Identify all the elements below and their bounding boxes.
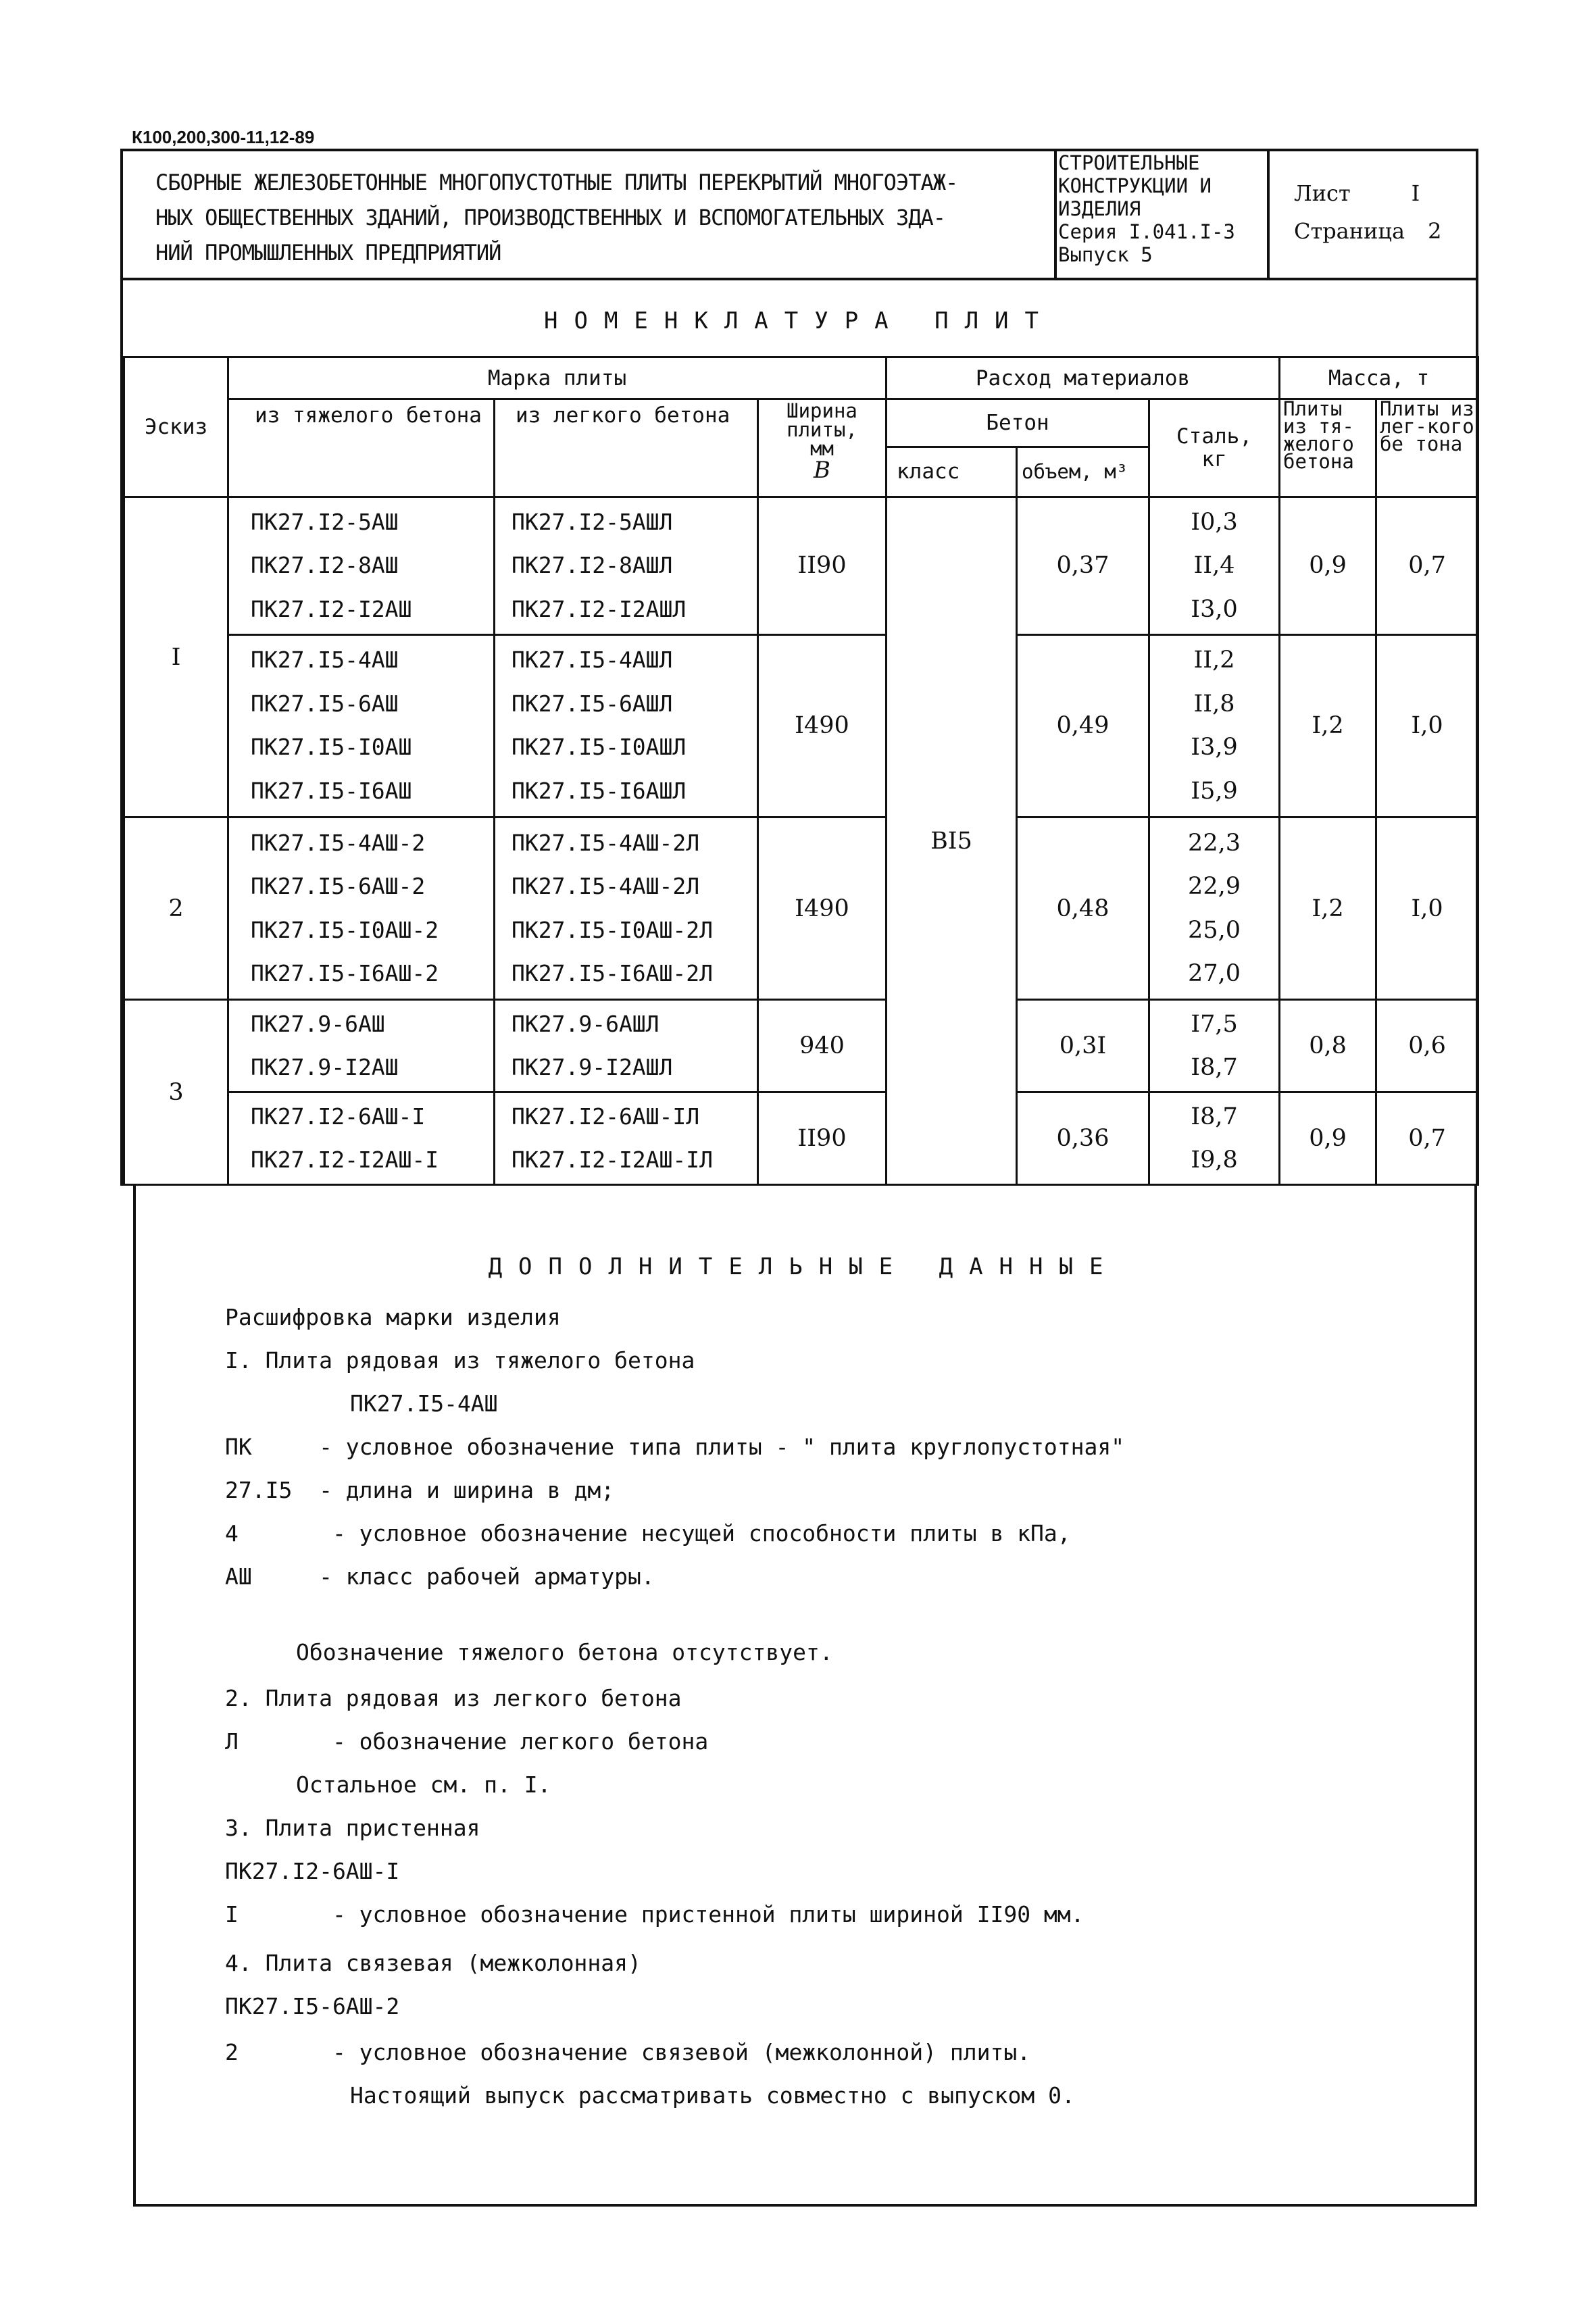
mass-light-value: I,0 xyxy=(1376,634,1478,817)
header-mass: Масса, т xyxy=(1280,357,1478,399)
header-width-symbol: В xyxy=(814,457,830,484)
sheet-label: Лист xyxy=(1294,180,1351,206)
frame-border xyxy=(133,1186,136,2206)
header-materials: Расход материалов xyxy=(887,357,1280,399)
mark-heavy-list xyxy=(228,818,495,1000)
title-line: НЫХ ОБЩЕСТВЕННЫХ ЗДАНИЙ, ПРОИЗВОДСТВЕННЫХ И ВСПОМОГАТЕЛЬНЫХ ЗДА- xyxy=(155,205,945,230)
mark-light: ПК27.I5-4АШ-2Л xyxy=(512,873,700,900)
mark-heavy: ПК27.9-6АШ xyxy=(251,1010,385,1037)
sheet-info xyxy=(1294,174,1441,250)
text-line: 27.I5 - длина и ширина в дм; xyxy=(225,1477,615,1503)
steel-value: II,2 xyxy=(1193,647,1235,674)
header-mark-heavy: из тяжелого бетона xyxy=(228,399,495,497)
mark-heavy-list xyxy=(228,1000,495,1092)
mark-heavy: ПК27.9-I2АШ xyxy=(251,1054,399,1081)
mark-heavy: ПК27.I5-6АШ xyxy=(251,690,399,717)
title-line: СБОРНЫЕ ЖЕЛЕЗОБЕТОННЫЕ МНОГОПУСТОТНЫЕ ПЛИТЫ ПЕРЕКРЫТИЙ МНОГОЭТАЖ- xyxy=(155,170,958,195)
mark-light: ПК27.I2-I2АШ-IЛ xyxy=(512,1147,714,1174)
text-line: Обозначение тяжелого бетона отсутствует. xyxy=(296,1639,833,1665)
sheet-number: I xyxy=(1411,180,1420,206)
header-concrete-class: класс xyxy=(887,447,1017,497)
header-sketch: Эскиз xyxy=(124,357,228,497)
header-mark: Марка плиты xyxy=(228,357,887,399)
sketch-number: 3 xyxy=(124,1000,228,1185)
mark-heavy: ПК27.I5-I6АШ xyxy=(251,777,412,804)
mark-light-list xyxy=(495,497,758,635)
steel-value: II,4 xyxy=(1193,552,1235,580)
mass-light-value: 0,7 xyxy=(1376,1092,1478,1185)
mass-heavy-value: 0,9 xyxy=(1280,497,1376,635)
concrete-volume-value: 0,3I xyxy=(1017,1000,1149,1092)
header-width-text: Ширина плиты, мм xyxy=(787,399,857,461)
concrete-class-value: BI5 xyxy=(887,497,1017,1185)
text-line: ПК27.I2-6АШ-I xyxy=(225,1858,400,1884)
mark-light: ПК27.9-I2АШЛ xyxy=(512,1054,673,1081)
mark-light: ПК27.I2-I2АШЛ xyxy=(512,595,687,622)
steel-list xyxy=(1149,497,1280,635)
steel-list xyxy=(1149,634,1280,817)
mark-heavy: ПК27.I2-5АШ xyxy=(251,508,399,535)
steel-value: II,8 xyxy=(1193,690,1235,718)
header-width xyxy=(758,399,887,497)
frame-border xyxy=(133,2204,1477,2207)
text-line: Остальное см. п. I. xyxy=(296,1771,551,1798)
mark-light: ПК27.9-6АШЛ xyxy=(512,1010,659,1037)
mark-light: ПК27.I5-4АШЛ xyxy=(512,647,673,674)
header-mark-light: из легкого бетона xyxy=(495,399,758,497)
steel-value: 25,0 xyxy=(1188,916,1241,944)
mark-light: ПК27.I2-5АШЛ xyxy=(512,508,673,535)
mass-heavy-value: 0,8 xyxy=(1280,1000,1376,1092)
mark-light: ПК27.I5-4АШ-2Л xyxy=(512,829,700,856)
header-steel xyxy=(1149,399,1280,497)
mark-heavy: ПК27.I2-I2АШ xyxy=(251,595,412,622)
steel-value: I8,7 xyxy=(1191,1103,1238,1130)
mark-light: ПК27.I5-I0АШЛ xyxy=(512,734,687,761)
text-line: I - условное обозначение пристенной плиты шириной II90 мм. xyxy=(225,1901,1084,1928)
text-line: I. Плита рядовая из тяжелого бетона xyxy=(225,1347,695,1374)
width-value: II90 xyxy=(758,1092,887,1185)
mass-light-value: I,0 xyxy=(1376,818,1478,1000)
mark-heavy-list xyxy=(228,1092,495,1185)
steel-value: I3,0 xyxy=(1191,595,1238,623)
mass-heavy-value: 0,9 xyxy=(1280,1092,1376,1185)
mark-heavy: ПК27.I2-6АШ-I xyxy=(251,1103,426,1130)
text-line: 2. Плита рядовая из легкого бетона xyxy=(225,1685,682,1711)
nomenclature-title: НОМЕНКЛАТУРА ПЛИТ xyxy=(544,307,1055,334)
text-line: ПК - условное обозначение типа плиты - " плита круглопустотная" xyxy=(225,1434,1125,1460)
document-title xyxy=(155,165,1034,270)
header-steel-text: Сталь, кг xyxy=(1176,424,1252,472)
text-line: АШ - класс рабочей арматуры. xyxy=(225,1563,655,1590)
mark-light: ПК27.I5-I6АШ-2Л xyxy=(512,960,714,987)
mark-light: ПК27.I5-I0АШ-2Л xyxy=(512,916,714,943)
mass-heavy-value: I,2 xyxy=(1280,634,1376,817)
concrete-volume-value: 0,36 xyxy=(1017,1092,1149,1185)
frame-border xyxy=(1474,1186,1477,2206)
steel-value: I3,9 xyxy=(1191,734,1238,761)
width-value: 940 xyxy=(758,1000,887,1092)
document-code: К100,200,300-11,12-89 xyxy=(132,127,315,147)
series-line: СТРОИТЕЛЬНЫЕ xyxy=(1058,151,1200,174)
series-info xyxy=(1058,151,1264,266)
mark-heavy-list xyxy=(228,634,495,817)
steel-list xyxy=(1149,818,1280,1000)
steel-value: I8,7 xyxy=(1191,1054,1238,1082)
mark-light-list xyxy=(495,634,758,817)
series-line: Серия I.041.I-3 xyxy=(1058,220,1235,243)
mark-light: ПК27.I2-6АШ-IЛ xyxy=(512,1103,700,1130)
width-value: II90 xyxy=(758,497,887,635)
steel-value: I0,3 xyxy=(1191,508,1238,536)
mark-heavy: ПК27.I5-6АШ-2 xyxy=(251,873,426,900)
sketch-number: I xyxy=(124,497,228,818)
steel-list xyxy=(1149,1000,1280,1092)
mark-heavy: ПК27.I5-4АШ xyxy=(251,647,399,674)
series-line: ИЗДЕЛИЯ xyxy=(1058,197,1141,220)
mass-light-value: 0,7 xyxy=(1376,497,1478,635)
header-mass-heavy: Плиты из тя-желого бетона xyxy=(1280,399,1376,497)
mark-light-list xyxy=(495,1000,758,1092)
nomenclature-table xyxy=(123,356,1479,1186)
text-line: 4. Плита связевая (межколонная) xyxy=(225,1950,641,1976)
series-line: КОНСТРУКЦИИ И xyxy=(1058,174,1212,197)
text-line: Расшифровка марки изделия xyxy=(225,1304,561,1330)
mark-light-list xyxy=(495,1092,758,1185)
divider xyxy=(1054,149,1057,280)
mark-light-list xyxy=(495,818,758,1000)
text-line: Настоящий выпуск рассматривать совместно с выпуском 0. xyxy=(350,2082,1075,2109)
mark-heavy: ПК27.I2-8АШ xyxy=(251,552,399,579)
text-line: ПК27.I5-6АШ-2 xyxy=(225,1993,400,2019)
mark-heavy: ПК27.I5-I0АШ xyxy=(251,734,412,761)
title-line: НИЙ ПРОМЫШЛЕННЫХ ПРЕДПРИЯТИЙ xyxy=(155,240,501,266)
text-line: 2 - условное обозначение связевой (межколонной) плиты. xyxy=(225,2039,1031,2065)
concrete-volume-value: 0,48 xyxy=(1017,818,1149,1000)
text-line: 4 - условное обозначение несущей способности плиты в кПа, xyxy=(225,1520,1071,1546)
width-value: I490 xyxy=(758,634,887,817)
steel-value: 22,3 xyxy=(1188,829,1241,857)
mark-heavy: ПК27.I5-I6АШ-2 xyxy=(251,960,439,987)
steel-value: I9,8 xyxy=(1191,1147,1238,1174)
concrete-volume-value: 0,49 xyxy=(1017,634,1149,817)
header-concrete: Бетон xyxy=(887,399,1149,447)
text-line: 3. Плита пристенная xyxy=(225,1815,480,1841)
mark-light: ПК27.I2-8АШЛ xyxy=(512,552,673,579)
concrete-volume-value: 0,37 xyxy=(1017,497,1149,635)
steel-value: 27,0 xyxy=(1188,960,1241,988)
mark-heavy: ПК27.I2-I2АШ-I xyxy=(251,1147,439,1174)
mark-light: ПК27.I5-6АШЛ xyxy=(512,690,673,717)
page-label: Страница xyxy=(1294,218,1405,244)
steel-list xyxy=(1149,1092,1280,1185)
text-line: Л - обозначение легкого бетона xyxy=(225,1728,709,1755)
header-concrete-volume: объем, м³ xyxy=(1017,447,1149,497)
additional-data-title: ДОПОЛНИТЕЛЬНЫЕ ДАННЫЕ xyxy=(488,1253,1120,1280)
steel-value: I5,9 xyxy=(1191,777,1238,805)
series-line: Выпуск 5 xyxy=(1058,243,1153,266)
steel-value: 22,9 xyxy=(1188,873,1241,901)
width-value: I490 xyxy=(758,818,887,1000)
header-mass-light: Плиты из лег-кого бе тона xyxy=(1376,399,1478,497)
mark-heavy: ПК27.I5-I0АШ-2 xyxy=(251,916,439,943)
divider xyxy=(1267,149,1270,280)
mass-heavy-value: I,2 xyxy=(1280,818,1376,1000)
page-number: 2 xyxy=(1428,218,1442,244)
mass-light-value: 0,6 xyxy=(1376,1000,1478,1092)
mark-heavy-list xyxy=(228,497,495,635)
sketch-number: 2 xyxy=(124,818,228,1000)
mark-heavy: ПК27.I5-4АШ-2 xyxy=(251,829,426,856)
steel-value: I7,5 xyxy=(1191,1010,1238,1038)
text-line: ПК27.I5-4АШ xyxy=(350,1390,498,1417)
mark-light: ПК27.I5-I6АШЛ xyxy=(512,777,687,804)
